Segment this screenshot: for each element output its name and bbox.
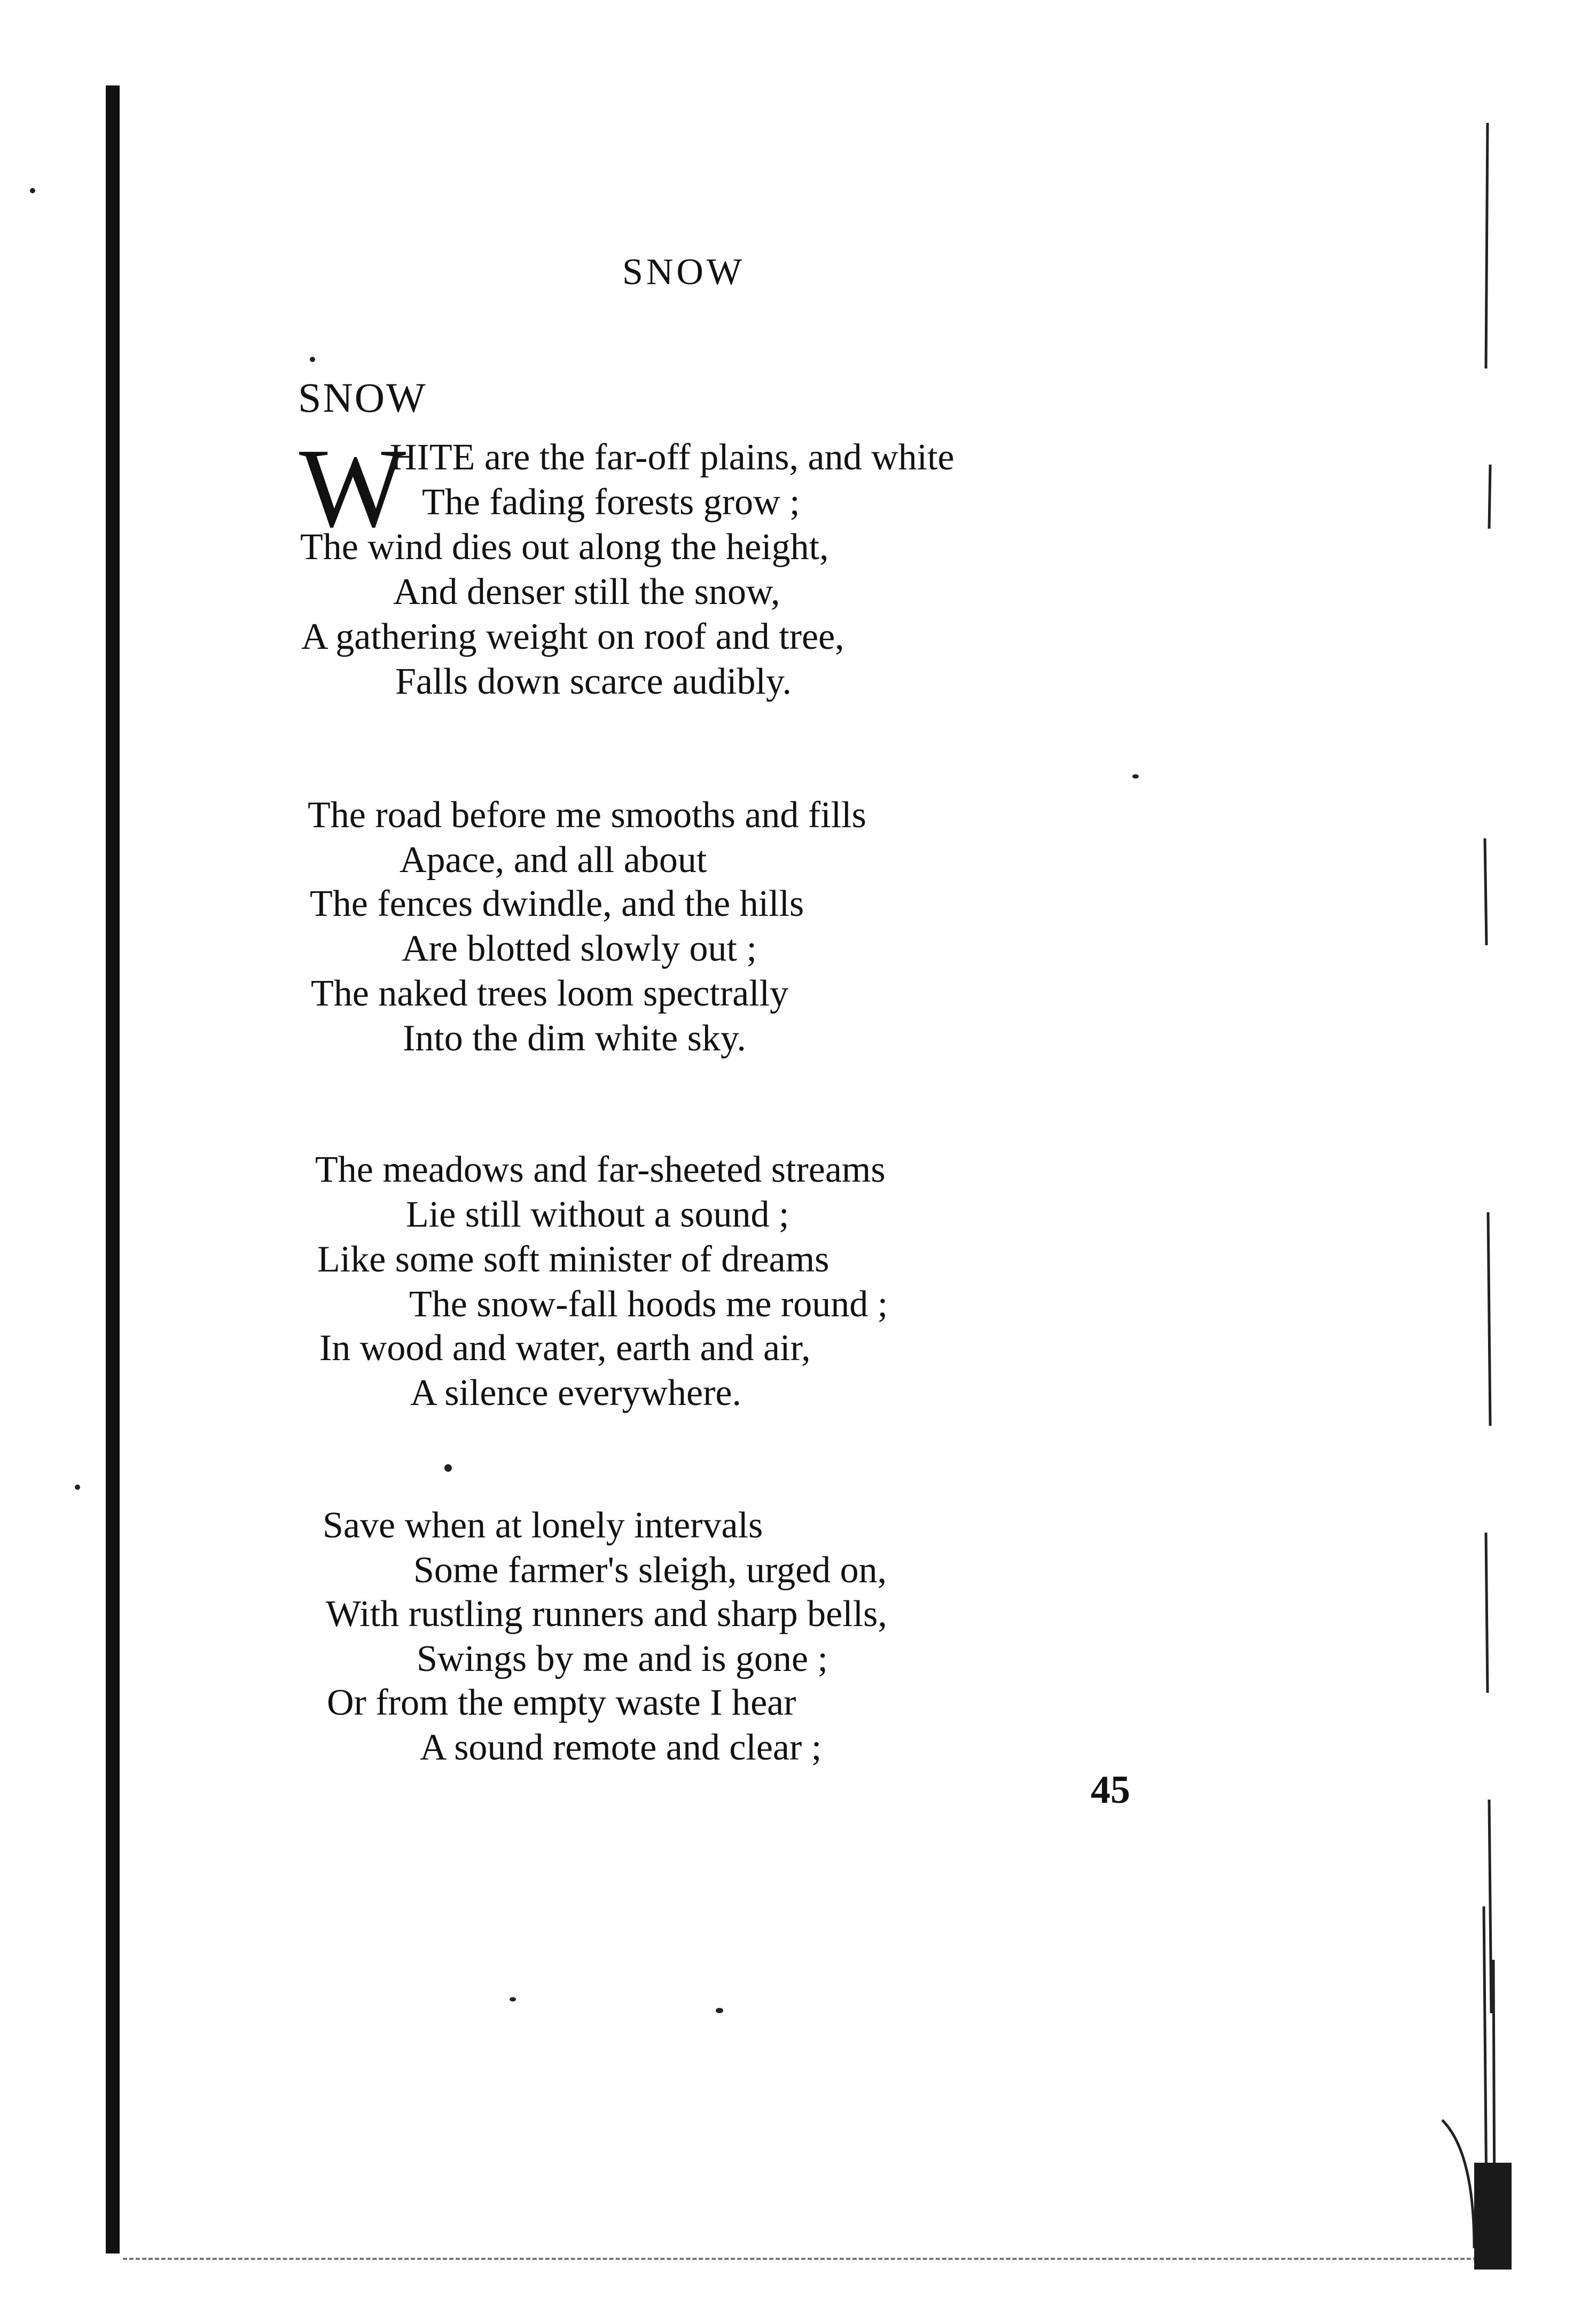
ink-speck [716,2008,723,2013]
page-edge-texture [1437,91,1517,2270]
poem-line: Apace, and all about [400,839,707,881]
poem-line: Like some soft minister of dreams [317,1239,829,1280]
poem-line: The naked trees loom spectrally [311,973,789,1014]
ink-speck [310,357,315,362]
poem-line: And denser still the snow, [393,571,780,613]
poem-line: Save when at lonely intervals [323,1505,763,1546]
poem-line: In wood and water, earth and air, [319,1328,811,1369]
poem-line: A sound remote and clear ; [420,1727,822,1768]
poem-line: The wind dies out along the height, [300,527,829,568]
poem-line: With rustling runners and sharp bells, [326,1593,887,1635]
book-spine-shadow [106,85,120,2254]
poem-line: Some farmer's sleigh, urged on, [413,1550,887,1591]
bottom-edge-rule [123,2258,1490,2260]
poem-line: Or from the empty waste I hear [327,1682,796,1723]
poem-line: A silence everywhere. [410,1372,741,1414]
poem-line: HITE are the far-off plains, and white [390,437,954,478]
poem-line: The road before me smooths and fills [308,795,866,836]
ink-speck [75,1485,80,1490]
ink-speck [1132,774,1139,779]
poem-title: SNOW [298,374,427,421]
drop-cap: W [299,425,406,551]
ink-speck [30,188,35,193]
poem-line: Into the dim white sky. [403,1018,746,1059]
ink-speck [444,1464,452,1472]
poem-line: The meadows and far-sheeted streams [315,1149,886,1190]
page-number: 45 [1091,1768,1130,1812]
poem-line: A gathering weight on roof and tree, [301,616,844,657]
poem-line: Are blotted slowly out ; [402,928,757,969]
poem-line: Falls down scarce audibly. [395,661,792,702]
ink-speck [510,1997,516,2001]
poem-line: The snow-fall hoods me round ; [409,1284,888,1325]
poem-line: The fading forests grow ; [422,482,800,523]
poem-line: Swings by me and is gone ; [417,1638,828,1679]
running-head: SNOW [622,252,746,293]
poem-line: The fences dwindle, and the hills [310,883,804,924]
poem-line: Lie still without a sound ; [406,1194,789,1235]
